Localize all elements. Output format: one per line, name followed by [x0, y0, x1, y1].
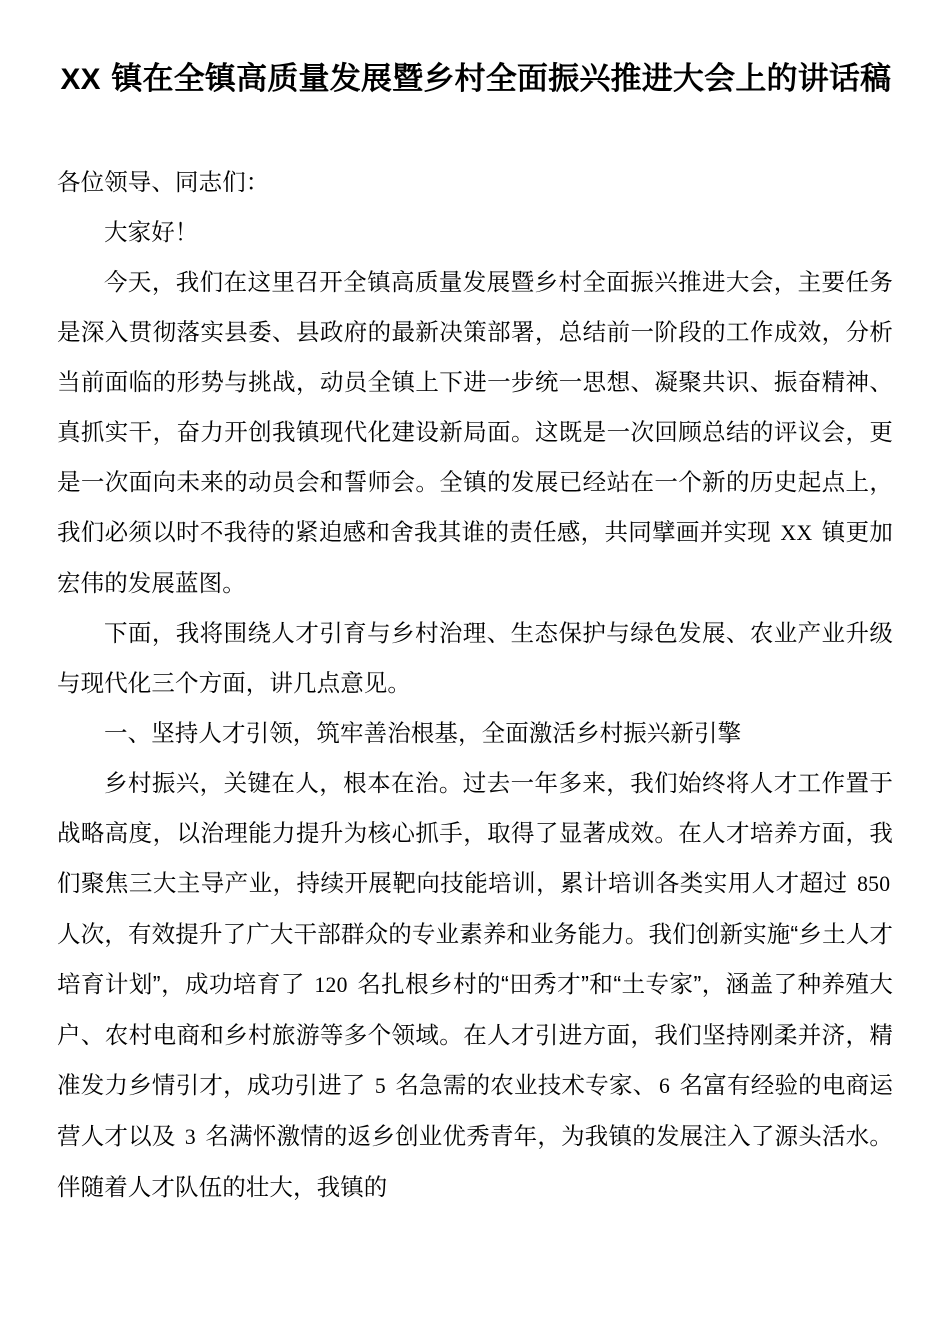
latin-run: XX	[60, 63, 101, 96]
paragraph-section-1-body: 乡村振兴，关键在人，根本在治。过去一年多来，我们始终将人才工作置于战略高度，以治理能力提升为核心抓手，取得了显著成效。在人才培养方面，我们聚焦三大主导产业，持续开展靶向技能培训，累计培训各类实用人才超过 850 人次，有效提升了广大干部群众的专业素养和业务能力。我们创新实施“乡土人才培育计划”，成功培育了 120 名扎根乡村的“田秀才”和“土专家”，涵盖了种养殖大户、农村电商和乡村旅游等多个领域。在人才引进方面，我们坚持刚柔并济，精准发力乡情引才，成功引进了 5 名急需的农业技术专家、 6 名富有经验的电商运营人才以及 3 名满怀激情的返乡创业优秀青年，为我镇的发展注入了源头活水。伴随着人才队伍的壮大，我镇的	[57, 770, 893, 1200]
salutation-line: 各位领导、同志们：	[57, 169, 270, 195]
latin-run: 5	[374, 1074, 387, 1098]
latin-run: 120	[314, 973, 348, 997]
document-title: XX 镇在全镇高质量发展暨乡村全面振兴推进大会上的讲话稿	[60, 61, 892, 96]
latin-run: 6	[659, 1074, 671, 1098]
latin-run: XX	[780, 521, 813, 545]
document-body	[57, 0, 893, 1212]
title-body-spacer	[57, 103, 893, 157]
section-heading-1: 一、坚持人才引领，筑牢善治根基，全面激活乡村振兴新引擎	[104, 720, 742, 746]
greeting-line: 大家好！	[104, 219, 199, 245]
latin-run: 850	[857, 872, 891, 896]
paragraph-outline: 下面，我将围绕人才引育与乡村治理、生态保护与绿色发展、农业产业升级与现代化三个方面，讲几点意见。	[57, 620, 893, 696]
paragraph-opening: 今天，我们在这里召开全镇高质量发展暨乡村全面振兴推进大会，主要任务是深入贯彻落实县委、县政府的最新决策部署，总结前一阶段的工作成效，分析当前面临的形势与挑战，动员全镇上下进一步统一思想、凝聚共识、振奋精神、真抓实干，奋力开创我镇现代化建设新局面。这既是一次回顾总结的评议会，更是一次面向未来的动员会和誓师会。全镇的发展已经站在一个新的历史起点上，我们必须以时不我待的紧迫感和舍我其谁的责任感，共同擘画并实现 XX 镇更加宏伟的发展蓝图。	[57, 269, 893, 596]
latin-run: 3	[184, 1125, 197, 1149]
